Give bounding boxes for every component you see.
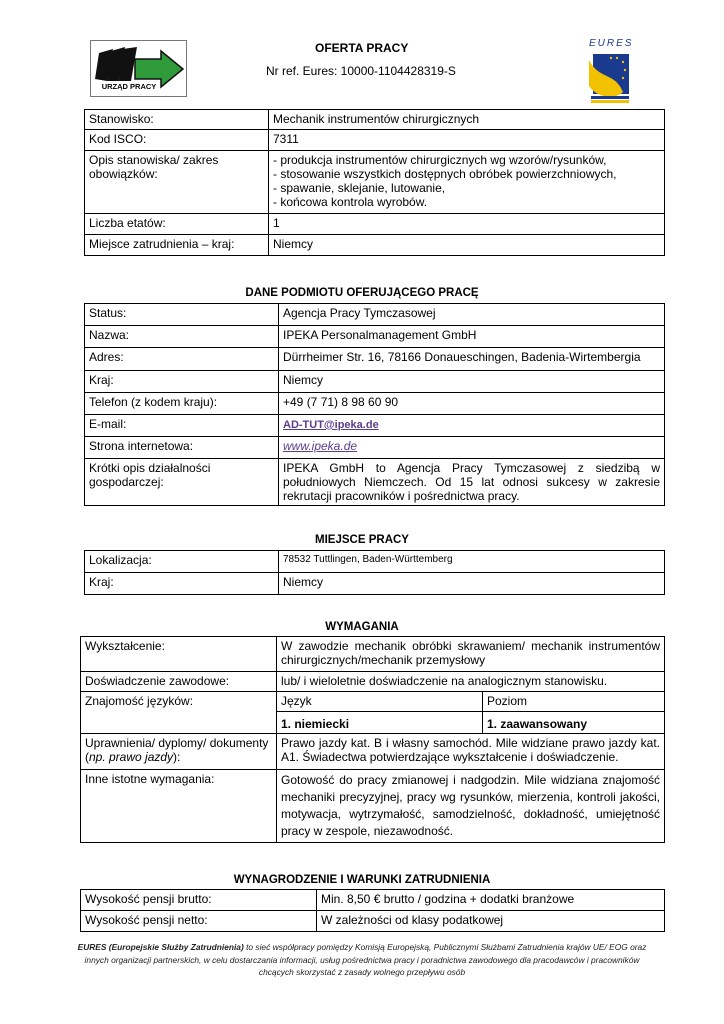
address-value: Dürrheimer Str. 16, 78166 Donaueschingen, Badenia-Wirtembergia: [279, 348, 665, 371]
place-country-label: Kraj:: [85, 573, 279, 595]
place-heading: MIEJSCE PRACY: [315, 534, 409, 546]
phone-label: Telefon (z kodem kraju):: [85, 393, 279, 415]
place-table: [84, 550, 665, 595]
other-requirements-value: Gotowość do pracy zmianowej i nadgodzin. Mile widziana znajomość mechaniki precyzyjnej, pracy wg rysunków, mierzenia, kontroli jakości, motywacja, wytrzymałość, samodzielność, dokładność, umiejętność pracy w zespole, niezawodność.: [277, 770, 665, 843]
table-row: [85, 415, 665, 437]
table-row: [85, 130, 665, 151]
duties-value: [269, 151, 665, 214]
table-row: [85, 110, 665, 130]
table-row: [81, 890, 665, 911]
table-row: [81, 911, 665, 932]
urzad-pracy-logo: [90, 40, 187, 97]
isco-label: Kod ISCO:: [85, 130, 269, 151]
employer-country-label: Kraj:: [85, 371, 279, 393]
duty-item: - produkcja instrumentów chirurgicznych wg wzorów/rysunków,: [273, 153, 607, 167]
requirements-heading: WYMAGANIA: [325, 621, 399, 633]
requirements-table: [80, 636, 665, 843]
positions-label: Liczba etatów:: [85, 214, 269, 235]
job-title-label: Stanowisko:: [85, 110, 269, 130]
table-row: [81, 770, 665, 843]
permits-label-line1: Uprawnienia/ dyplomy/ dokumenty: [85, 736, 269, 750]
isco-value: 7311: [269, 130, 665, 151]
language-value: 1. niemiecki: [277, 712, 483, 734]
footer-note: [70, 941, 654, 979]
other-requirements-label: Inne istotne wymagania:: [81, 770, 277, 843]
table-row: [85, 348, 665, 371]
employer-country-value: Niemcy: [279, 371, 665, 393]
duty-item: - końcowa kontrola wyrobów.: [273, 195, 428, 209]
table-row: [85, 459, 665, 506]
country-label: Miejsce zatrudnienia – kraj:: [85, 235, 269, 256]
status-value: Agencja Pracy Tymczasowej: [279, 304, 665, 326]
place-country-value: Niemcy: [279, 573, 665, 595]
table-row: [85, 573, 665, 595]
table-row: [85, 151, 665, 214]
salary-table: [80, 889, 665, 932]
name-value: IPEKA Personalmanagement GmbH: [279, 326, 665, 348]
footer-bold: EURES (Europejskie Służby Zatrudnienia): [77, 942, 244, 952]
education-value: W zawodzie mechanik obróbki skrawaniem/ mechanik instrumentów chirurgicznych/mechanik przemysłowy: [277, 637, 665, 672]
table-row: [85, 214, 665, 235]
phone-value: +49 (7 71) 8 98 60 90: [279, 393, 665, 415]
duties-label: Opis stanowiska/ zakres obowiązków:: [85, 151, 269, 214]
language-column-header: Język: [277, 692, 483, 712]
positions-value: 1: [269, 214, 665, 235]
table-row: [85, 235, 665, 256]
table-row: [81, 672, 665, 692]
email-link[interactable]: AD-TUT@ipeka.de: [283, 419, 379, 431]
table-row: [85, 371, 665, 393]
reference-number: Nr ref. Eures: 10000-1104428319-S: [266, 64, 456, 78]
table-row: [85, 437, 665, 459]
education-label: Wykształcenie:: [81, 637, 277, 672]
paren-close: ):: [173, 750, 181, 764]
logo-left-text: URZĄD PRACY: [101, 82, 157, 91]
table-row: [85, 304, 665, 326]
net-salary-label: Wysokość pensji netto:: [81, 911, 317, 932]
country-value: Niemcy: [269, 235, 665, 256]
table-row: [81, 734, 665, 770]
duty-item: - stosowanie wszystkich dostępnych obróbek powierzchniowych,: [273, 167, 617, 181]
name-label: Nazwa:: [85, 326, 279, 348]
eures-logo: [585, 38, 633, 104]
status-label: Status:: [85, 304, 279, 326]
table-row: [85, 551, 665, 573]
permits-example: np. prawo jazdy: [89, 750, 174, 764]
table-row: [81, 637, 665, 672]
email-label: E-mail:: [85, 415, 279, 437]
website-link[interactable]: www.ipeka.de: [283, 439, 358, 453]
business-description-label: Krótki opis działalności gospodarczej:: [85, 459, 279, 506]
location-value: 78532 Tuttlingen, Baden-Württemberg: [279, 551, 665, 573]
employer-heading: DANE PODMIOTU OFERUJĄCEGO PRACĘ: [245, 287, 479, 299]
table-row: [85, 326, 665, 348]
gross-salary-value: Min. 8,50 € brutto / godzina + dodatki branżowe: [317, 890, 665, 911]
salary-heading: WYNAGRODZENIE I WARUNKI ZATRUDNIENIA: [233, 874, 491, 886]
table-row: [81, 692, 665, 712]
duty-item: - spawanie, sklejanie, lutowanie,: [273, 181, 446, 195]
employer-table: [84, 303, 665, 506]
address-label: Adres:: [85, 348, 279, 371]
email-cell: [279, 415, 665, 437]
business-description-value: IPEKA GmbH to Agencja Pracy Tymczasowej z siedzibą w południowych Niemczech. Od 15 lat odnosi sukcesy w zakresie rekrutacji pracowników i pośrednictwa pracy.: [279, 459, 665, 506]
level-value: 1. zaawansowany: [483, 712, 665, 734]
location-label: Lokalizacja:: [85, 551, 279, 573]
permits-label: [81, 734, 277, 770]
website-label: Strona internetowa:: [85, 437, 279, 459]
paren-open: (: [85, 750, 89, 764]
page-title: OFERTA PRACY: [315, 41, 409, 55]
experience-label: Doświadczenie zawodowe:: [81, 672, 277, 692]
languages-label: Znajomość języków:: [81, 692, 277, 734]
experience-value: lub/ i wieloletnie doświadczenie na analogicznym stanowisku.: [277, 672, 665, 692]
logo-right-text: EURES: [589, 38, 634, 49]
permits-value: Prawo jazdy kat. B i własny samochód. Mile widziane prawo jazdy kat. A1. Świadectwa potwierdzające wykształcenie i doświadczenie.: [277, 734, 665, 770]
job-table: [84, 109, 665, 256]
net-salary-value: W zależności od klasy podatkowej: [317, 911, 665, 932]
footer-text: to sieć współpracy pomiędzy Komisją Europejską, Publicznymi Służbami Zatrudnienia krajów UE/ EOG oraz innych organizacji partnerskich, w celu dostarczania informacji, usług pośrednictwa pracy i poradnictwa zawodowego dla pracodawców i pracowników chcących skorzystać z zasady wolnego przepływu osób: [84, 942, 647, 977]
gross-salary-label: Wysokość pensji brutto:: [81, 890, 317, 911]
table-row: [85, 393, 665, 415]
permits-label-line2: [85, 750, 272, 764]
job-title-value: Mechanik instrumentów chirurgicznych: [269, 110, 665, 130]
website-cell: [279, 437, 665, 459]
level-column-header: Poziom: [483, 692, 665, 712]
